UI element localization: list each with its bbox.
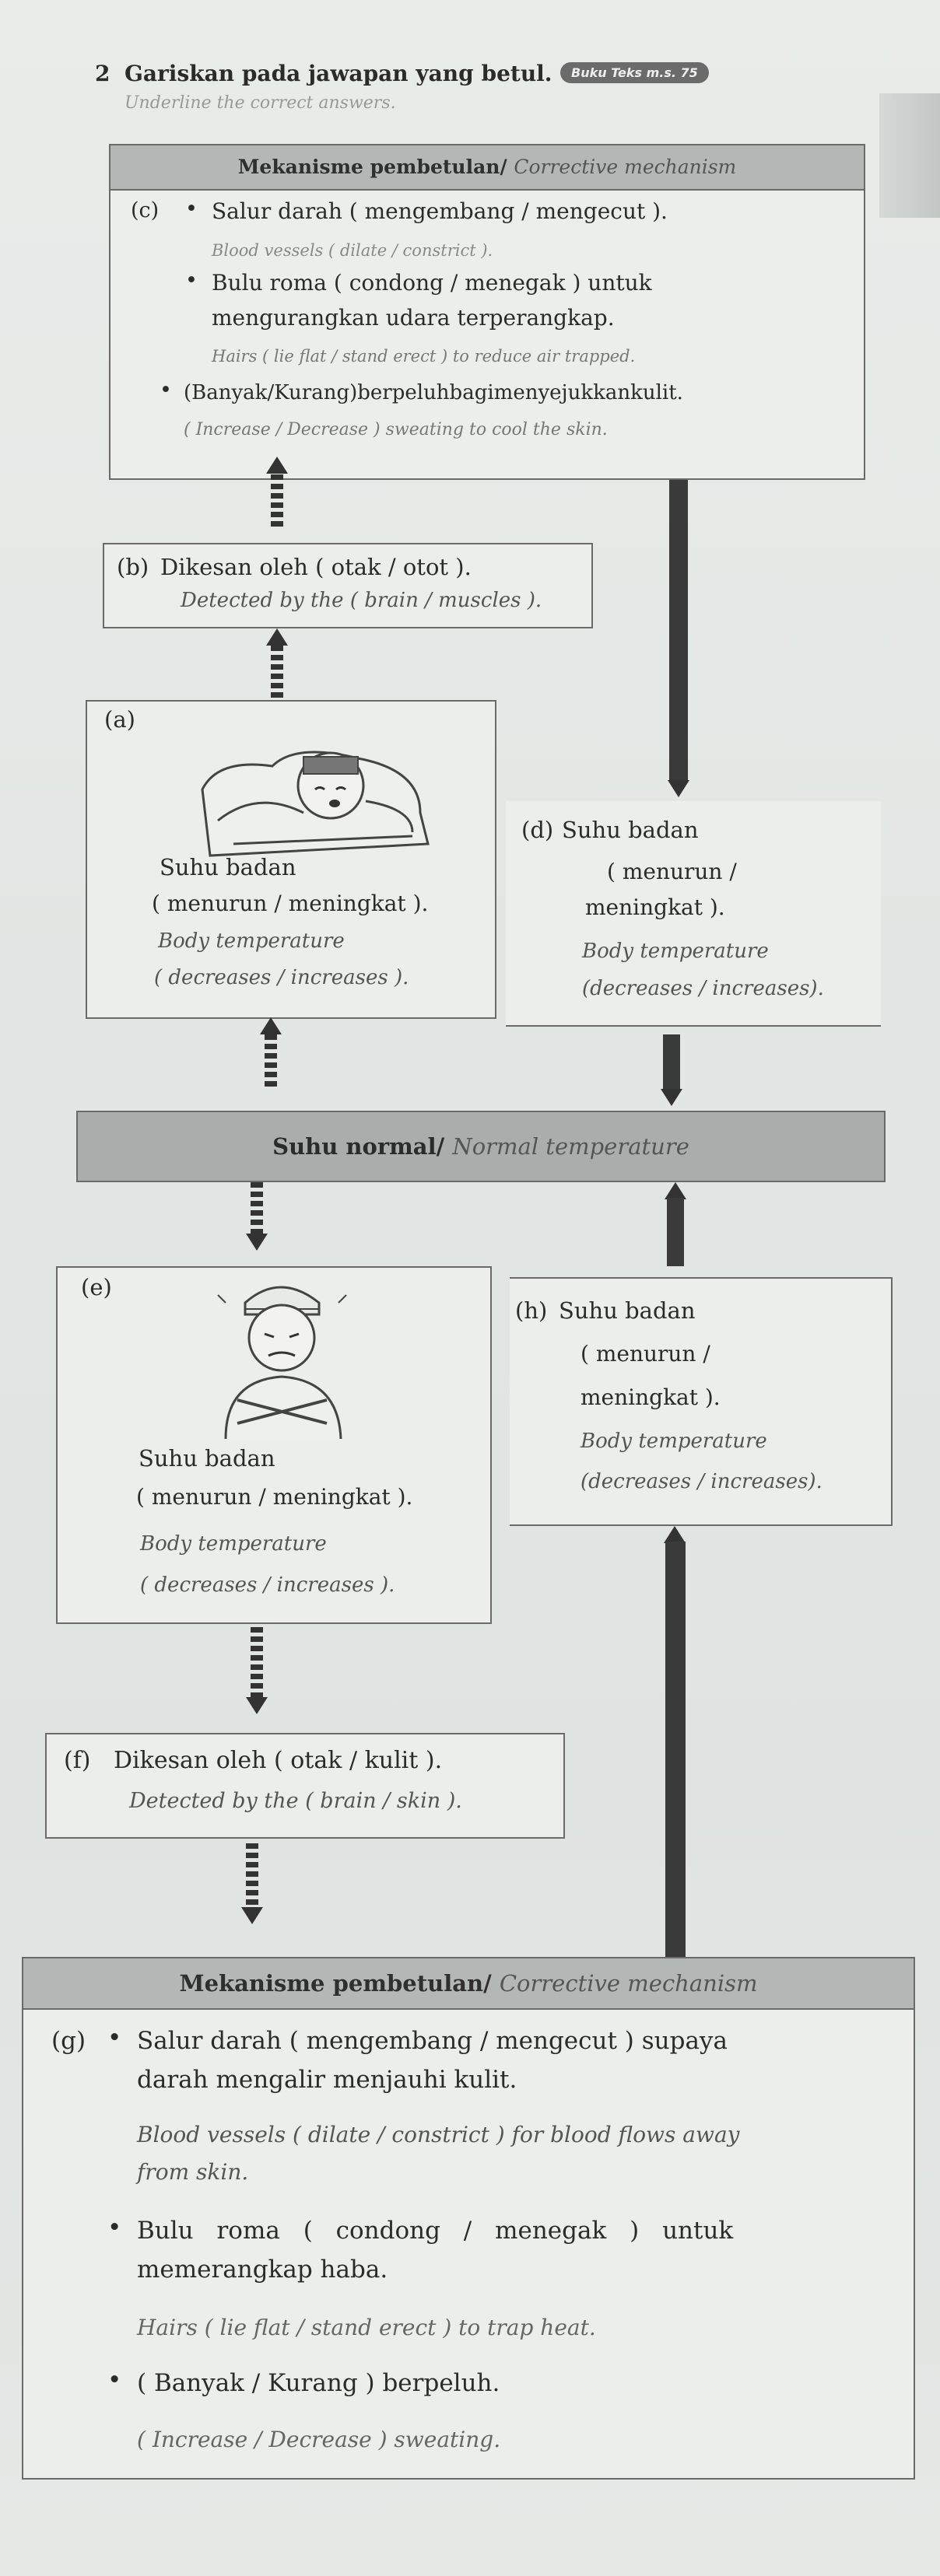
box-b-ms: Dikesan oleh ( otak / otot ).: [160, 554, 472, 580]
dashed-arrow-shaft: [251, 1182, 263, 1234]
arrow-down-icon: [246, 1697, 268, 1714]
top-item-2-en: Hairs ( lie flat / stand erect ) to reduce air trapped.: [212, 347, 636, 366]
box-e-ms1: Suhu badan: [139, 1445, 275, 1472]
bottom-item-2-ms: Bulu roma ( condong / menegak ) untuk: [137, 2217, 734, 2245]
solid-arrow-shaft: [669, 480, 688, 782]
bullet-icon: •: [185, 197, 198, 221]
top-item-3-ms: (Banyak/Kurang)berpeluhbagimenyejukkankulit.: [184, 381, 683, 404]
box-e-en1: Body temperature: [140, 1532, 327, 1556]
dashed-arrow-shaft: [265, 1034, 277, 1089]
dashed-arrow-shaft: [246, 1843, 258, 1906]
top-item-1-ms: Salur darah ( mengembang / mengecut ).: [212, 198, 668, 224]
box-d-ms3: meningkat ).: [585, 894, 725, 920]
box-b-en: Detected by the ( brain / muscles ).: [181, 589, 542, 612]
textbook-badge: Buku Teks m.s. 75: [560, 62, 709, 83]
solid-arrow-shaft: [665, 1542, 686, 1960]
bottom-item-2-ms2: memerangkap haba.: [137, 2256, 388, 2284]
label-e: (e): [81, 1274, 112, 1300]
question-number: 2: [95, 61, 110, 86]
normal-temperature-bar: Suhu normal/ Normal temperature: [76, 1111, 886, 1182]
arrow-up-icon: [260, 1017, 282, 1034]
box-d-ms1: Suhu badan: [562, 817, 699, 843]
box-d-en2: (decreases / increases).: [582, 977, 824, 1000]
box-h-en1: Body temperature: [580, 1430, 767, 1453]
solid-arrow-shaft: [667, 1198, 684, 1266]
label-c: (c): [131, 198, 160, 222]
label-d: (d): [521, 817, 554, 843]
arrow-up-icon: [266, 628, 288, 646]
sick-person-illustration: [187, 727, 436, 863]
bullet-icon: •: [107, 2024, 122, 2052]
box-f-ms: Dikesan oleh ( otak / kulit ).: [114, 1747, 443, 1774]
arrow-up-icon: [664, 1526, 686, 1543]
bottom-item-1-ms: Salur darah ( mengembang / mengecut ) supaya: [137, 2027, 728, 2055]
box-f-en: Detected by the ( brain / skin ).: [129, 1789, 462, 1813]
top-item-3-en: ( Increase / Decrease ) sweating to cool the skin.: [184, 420, 608, 439]
label-a: (a): [104, 706, 135, 733]
arrow-up-icon: [266, 457, 288, 474]
arrow-down-icon: [241, 1907, 263, 1924]
box-h-ms3: meningkat ).: [580, 1384, 721, 1410]
dashed-arrow-shaft: [251, 1627, 263, 1697]
box-h-ms2: ( menurun /: [580, 1341, 710, 1367]
box-d-ms2: ( menurun /: [607, 859, 737, 884]
bottom-item-1-en: Blood vessels ( dilate / constrict ) for blood flows away: [137, 2122, 740, 2147]
page-edge-shadow: [879, 93, 940, 218]
bullet-icon: •: [160, 378, 172, 402]
label-b: (b): [117, 554, 149, 580]
box-e-en2: ( decreases / increases ).: [140, 1573, 395, 1597]
dashed-arrow-shaft: [271, 474, 283, 529]
arrow-down-icon: [668, 780, 689, 797]
label-h: (h): [515, 1297, 548, 1324]
question-subtitle: Underline the correct answers.: [125, 93, 396, 113]
box-h-en2: (decreases / increases).: [580, 1470, 822, 1493]
top-item-2-ms2: mengurangkan udara terperangkap.: [212, 305, 615, 331]
label-f: (f): [64, 1747, 91, 1774]
bottom-item-1-ms2: darah mengalir menjauhi kulit.: [137, 2066, 517, 2094]
bottom-item-2-en: Hairs ( lie flat / stand erect ) to trap heat.: [137, 2315, 596, 2340]
arrow-down-icon: [246, 1234, 268, 1251]
box-e-ms2: ( menurun / meningkat ).: [136, 1484, 413, 1510]
bottom-item-1-en2: from skin.: [137, 2159, 249, 2185]
box-a-ms2: ( menurun / meningkat ).: [152, 891, 429, 916]
dashed-arrow-shaft: [271, 646, 283, 700]
box-d-en1: Body temperature: [582, 940, 769, 963]
bullet-icon: •: [107, 2214, 122, 2242]
box-h-ms1: Suhu badan: [559, 1297, 696, 1324]
bullet-icon: •: [107, 2366, 122, 2394]
box-a-ms1: Suhu badan: [160, 854, 296, 880]
top-item-2-ms: Bulu roma ( condong / menegak ) untuk: [212, 270, 652, 296]
question-title: Gariskan pada jawapan yang betul.: [125, 61, 552, 86]
top-item-1-en: Blood vessels ( dilate / constrict ).: [212, 241, 493, 260]
bottom-item-3-ms: ( Banyak / Kurang ) berpeluh.: [137, 2369, 500, 2397]
box-a-en2: ( decreases / increases ).: [154, 966, 409, 989]
arrow-down-icon: [661, 1089, 682, 1106]
solid-arrow-shaft: [663, 1034, 680, 1093]
box-a-en1: Body temperature: [158, 929, 345, 953]
top-mechanism-header: Mekanisme pembetulan/ Corrective mechanism: [110, 145, 864, 191]
arrow-up-icon: [665, 1182, 686, 1199]
bottom-item-3-en: ( Increase / Decrease ) sweating.: [137, 2427, 501, 2452]
bullet-icon: •: [185, 268, 198, 292]
label-g: (g): [51, 2027, 86, 2055]
bottom-mechanism-header: Mekanisme pembetulan/ Corrective mechanism: [23, 1958, 914, 2010]
cold-person-illustration: [202, 1272, 366, 1439]
